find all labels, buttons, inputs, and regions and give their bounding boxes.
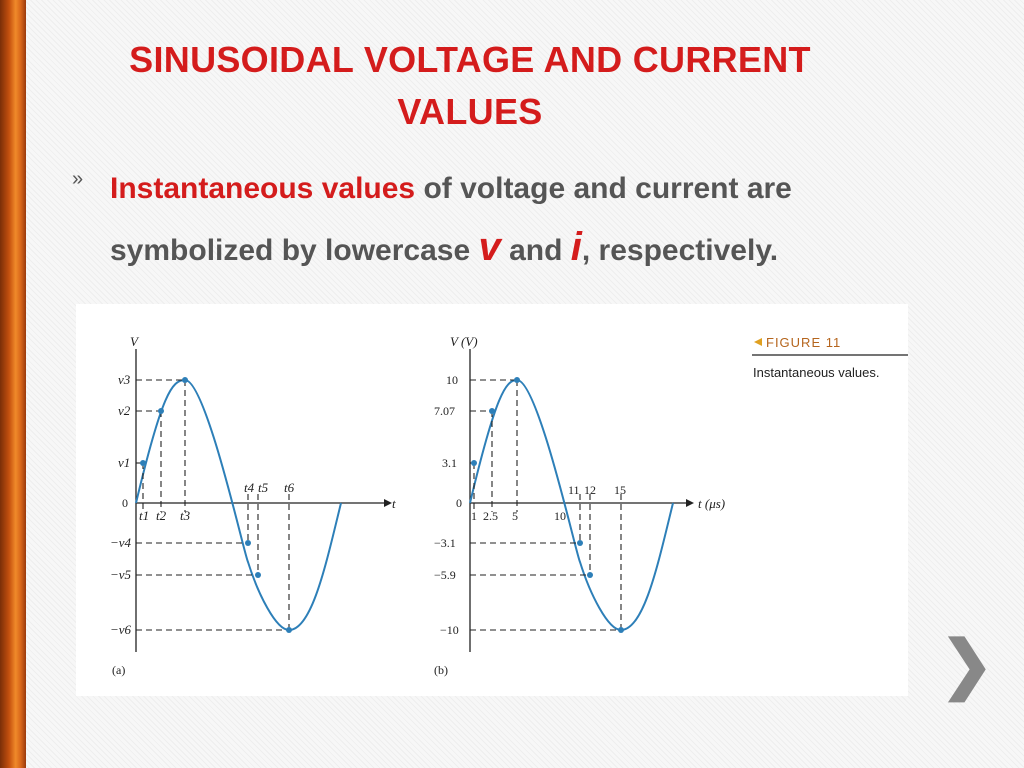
panel-a-x-label: t xyxy=(392,496,396,511)
point-a-6 xyxy=(286,627,292,633)
label-a-t5: t5 xyxy=(258,480,269,495)
point-a-4 xyxy=(245,540,251,546)
point-a-1 xyxy=(140,460,146,466)
highlight-text: Instantaneous values xyxy=(110,172,416,205)
point-b-5 xyxy=(587,572,593,578)
label-a-neg-v6: −v6 xyxy=(110,622,132,637)
slide-title: SINUSOIDAL VOLTAGE AND CURRENT VALUES xyxy=(129,39,811,132)
label-a-t4: t4 xyxy=(244,480,255,495)
panel-a-x-arrow xyxy=(384,499,392,507)
label-a-t2: t2 xyxy=(156,508,167,523)
label-b-n31: −3.1 xyxy=(434,536,456,550)
panel-b xyxy=(434,334,725,677)
bullet-text xyxy=(110,160,932,280)
label-a-t6: t6 xyxy=(284,480,295,495)
label-b-t1: 1 xyxy=(471,509,477,523)
bullet-text-part2: and xyxy=(500,234,571,267)
panel-a xyxy=(110,334,396,677)
point-b-2 xyxy=(489,408,495,414)
point-b-4 xyxy=(577,540,583,546)
point-a-3 xyxy=(182,377,188,383)
figure-panel xyxy=(76,304,908,696)
panel-b-sine-curve xyxy=(470,380,673,630)
label-b-t10: 10 xyxy=(554,509,566,523)
label-b-t15: 15 xyxy=(614,483,626,497)
panel-b-y-label: V (V) xyxy=(450,334,478,349)
label-b-n59: −5.9 xyxy=(434,568,456,582)
panel-a-origin: 0 xyxy=(122,496,128,510)
point-b-6 xyxy=(618,627,624,633)
point-a-5 xyxy=(255,572,261,578)
point-a-2 xyxy=(158,408,164,414)
sine-figure xyxy=(76,304,908,696)
panel-b-x-label: t (μs) xyxy=(698,496,726,511)
label-a-v1: v1 xyxy=(118,455,131,470)
label-b-t25: 2.5 xyxy=(483,509,498,523)
symbol-v: v xyxy=(478,225,501,269)
label-a-t3: t3 xyxy=(180,508,191,523)
panel-a-tag: (a) xyxy=(112,663,126,677)
panel-b-tag: (b) xyxy=(434,663,448,677)
label-b-n10: −10 xyxy=(440,623,459,637)
bullet-text-part3: , respectively. xyxy=(581,234,779,267)
panel-a-y-label: V xyxy=(130,334,138,349)
label-a-neg-v4: −v4 xyxy=(110,535,132,550)
label-a-t1: t1 xyxy=(139,508,150,523)
label-b-t5: 5 xyxy=(512,509,518,523)
bullet-marker: » xyxy=(72,168,84,190)
bullet-text-part1: of voltage and current are symbolized by lowercase xyxy=(110,172,792,267)
label-b-t11: 11 xyxy=(568,483,580,497)
label-a-v2: v2 xyxy=(118,403,131,418)
bullet-item xyxy=(72,160,932,280)
label-b-31: 3.1 xyxy=(442,456,457,470)
panel-a-sine-curve xyxy=(136,380,341,630)
caption-tag: FIGURE 11 xyxy=(766,335,842,350)
panel-b-x-arrow xyxy=(686,499,694,507)
point-b-1 xyxy=(471,460,477,466)
label-b-t12: 12 xyxy=(584,483,596,497)
caption-text: Instantaneous values. xyxy=(753,365,880,380)
chevron-right-icon[interactable]: ❯ xyxy=(940,628,994,700)
figure-caption xyxy=(752,335,908,380)
label-b-707: 7.07 xyxy=(434,404,455,418)
point-b-3 xyxy=(514,377,520,383)
symbol-i: i xyxy=(570,225,582,269)
label-b-10: 10 xyxy=(446,373,458,387)
accent-sidebar xyxy=(0,0,26,768)
label-a-neg-v5: −v5 xyxy=(110,567,132,582)
panel-b-origin: 0 xyxy=(456,496,462,510)
label-a-v3: v3 xyxy=(118,372,131,387)
caption-arrow-icon xyxy=(754,338,762,346)
